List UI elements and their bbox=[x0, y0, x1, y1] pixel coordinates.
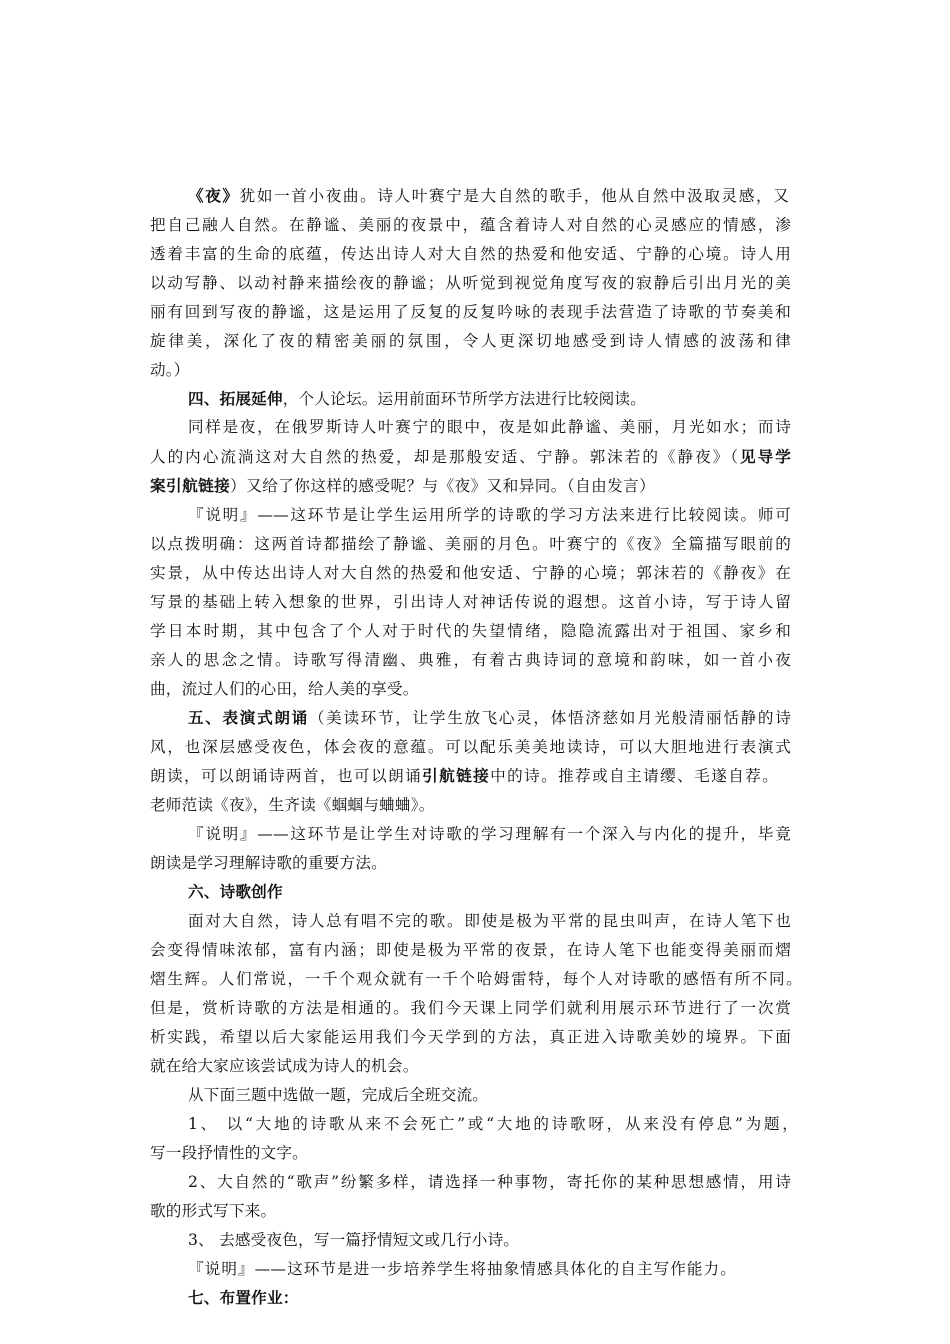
bold-text-segment: 四、拓展延伸 bbox=[188, 389, 283, 408]
text-segment: 旋律美，深化了夜的精密美丽的氛围，令人更深切地感受到诗人情感的波荡和律 bbox=[150, 332, 791, 350]
text-segment: 3、 去感受夜色，写一篇抒情短文或几行小诗。 bbox=[188, 1231, 520, 1249]
text-segment: 实景，从中传达出诗人对大自然的热爱和他安适、宁静的心境；郭沫若的《静夜》在 bbox=[150, 564, 791, 582]
text-line bbox=[188, 821, 791, 847]
bold-text-segment: 七、布置作业： bbox=[188, 1288, 299, 1307]
text-segment: ，个人论坛。运用前面环节所学方法进行比较阅读。 bbox=[282, 390, 647, 408]
text-line bbox=[188, 879, 282, 905]
text-line bbox=[188, 1256, 736, 1282]
text-line bbox=[150, 937, 791, 963]
text-line bbox=[188, 1111, 798, 1137]
bold-text-segment: 六、诗歌创作 bbox=[188, 882, 283, 901]
text-line bbox=[188, 1227, 562, 1253]
text-segment: 透着丰富的生命的底蕴，传达出诗人对大自然的热爱和他安适、宁静的心境。诗人用 bbox=[150, 245, 791, 263]
text-segment: 人的内心流淌这对大自然的热爱，却是那般安适、宁静。郭沫若的《静夜》（ bbox=[150, 448, 741, 466]
text-segment: 中的诗。推荐或自主请缨、毛遂自荐。 bbox=[490, 767, 779, 785]
text-segment: 把自己融人自然。在静谧、美丽的夜景中，蕴含着诗人对自然的心灵感应的情感，渗 bbox=[150, 216, 791, 234]
text-line bbox=[150, 1053, 448, 1079]
text-segment: 就在给大家应该尝试成为诗人的机会。 bbox=[150, 1057, 419, 1075]
text-segment: 以动写静、以动衬静来描绘夜的静谧；从听觉到视觉角度写夜的寂静后引出月光的美 bbox=[150, 274, 791, 292]
text-line bbox=[150, 966, 802, 992]
text-segment: 亲人的思念之情。诗歌写得清幽、典雅，有着古典诗词的意境和韵味，如一首小夜 bbox=[150, 651, 791, 669]
bold-text-segment: 见导学 bbox=[740, 447, 791, 466]
text-segment: 面对大自然，诗人总有唱不完的歌。即使是极为平常的昆虫叫声，在诗人笔下也 bbox=[188, 912, 791, 930]
text-line bbox=[150, 357, 200, 383]
text-line bbox=[150, 734, 791, 760]
text-segment: 会变得情味浓郁，富有内涵；即使是极为平常的夜景，在诗人笔下也能变得美丽而熠 bbox=[150, 941, 791, 959]
text-line bbox=[150, 531, 791, 557]
text-line bbox=[188, 705, 791, 731]
bold-text-segment: 引航链接 bbox=[422, 766, 491, 785]
text-line bbox=[188, 502, 791, 528]
text-segment: 风，也深层感受夜色，体会夜的意蕴。可以配乐美美地读诗，可以大胆地进行表演式 bbox=[150, 738, 791, 756]
text-line bbox=[150, 299, 791, 325]
text-segment: 但是，赏析诗歌的方法是相通的。我们今天课上同学们就利用展示环节进行了一次赏 bbox=[150, 999, 791, 1017]
bold-text-segment: 《夜》 bbox=[188, 186, 240, 205]
text-segment: 丽有回到写夜的静谧，这是运用了反复的反复吟咏的表现手法营造了诗歌的节奏美和 bbox=[150, 303, 791, 321]
text-line bbox=[150, 676, 450, 702]
text-line bbox=[188, 414, 791, 440]
text-line bbox=[150, 212, 791, 238]
text-line bbox=[150, 618, 791, 644]
text-segment: 写一段抒情性的文字。 bbox=[150, 1144, 308, 1162]
text-line bbox=[150, 473, 655, 499]
text-line bbox=[188, 1169, 791, 1195]
text-segment: 同样是夜，在俄罗斯诗人叶赛宁的眼中，夜是如此静谧、美丽，月光如水；而诗 bbox=[188, 418, 791, 436]
text-segment: 1、 以“大地的诗歌从来不会死亡”或“大地的诗歌呀，从来没有停息”为题， bbox=[188, 1115, 798, 1133]
text-segment: 写景的基础上转入想象的世界，引出诗人对神话传说的遐想。这首小诗，写于诗人留 bbox=[150, 593, 791, 611]
text-segment: （美读环节，让学生放飞心灵，体悟济慈如月光般清丽恬静的诗 bbox=[308, 709, 791, 727]
text-segment: 析实践，希望以后大家能运用我们今天学到的方法，真正进入诗歌美妙的境界。下面 bbox=[150, 1028, 791, 1046]
bold-text-segment: 五、表演式朗诵 bbox=[188, 708, 309, 727]
text-segment: 歌的形式写下来。 bbox=[150, 1202, 277, 1220]
text-segment: 老师范读《夜》，生齐读《蝈蝈与蛐蛐》。 bbox=[150, 796, 435, 814]
text-segment: 朗读，可以朗诵诗两首，也可以朗诵 bbox=[150, 767, 423, 785]
bold-text-segment: 案引航链接 bbox=[150, 476, 231, 495]
text-line bbox=[150, 560, 791, 586]
text-line bbox=[150, 850, 400, 876]
text-segment: 熠生辉。人们常说，一千个观众就有一千个哈姆雷特，每个人对诗歌的感悟有所不同。 bbox=[150, 970, 802, 988]
text-line bbox=[150, 763, 778, 789]
text-segment: 『说明』——这环节是让学生运用所学的诗歌的学习方法来进行比较阅读。师可 bbox=[188, 506, 791, 524]
text-segment: 从下面三题中选做一题，完成后全班交流。 bbox=[188, 1086, 489, 1104]
text-line bbox=[188, 908, 791, 934]
text-line bbox=[150, 270, 791, 296]
text-line bbox=[150, 995, 791, 1021]
text-line bbox=[150, 1198, 285, 1224]
text-line bbox=[150, 1024, 791, 1050]
text-segment: 『说明』——这环节是让学生对诗歌的学习理解有一个深入与内化的提升，毕竟 bbox=[188, 825, 791, 843]
text-segment: 朗读是学习理解诗歌的重要方法。 bbox=[150, 854, 387, 872]
text-line bbox=[150, 589, 791, 615]
text-segment: 动。） bbox=[150, 361, 190, 379]
text-line bbox=[150, 444, 791, 470]
text-line bbox=[150, 241, 791, 267]
text-segment: ）又给了你这样的感受呢？与《夜》又和异同。（自由发言） bbox=[230, 477, 655, 495]
text-segment: 曲，流过人们的心田，给人美的享受。 bbox=[150, 680, 419, 698]
text-segment: 犹如一首小夜曲。诗人叶赛宁是大自然的歌手，他从自然中汲取灵感，又 bbox=[239, 187, 789, 205]
text-line bbox=[150, 647, 791, 673]
text-line bbox=[150, 328, 791, 354]
text-line bbox=[188, 1285, 299, 1311]
text-segment: 2、大自然的“歌声”纷繁多样，请选择一种事物，寄托你的某种思想感情，用诗 bbox=[188, 1173, 791, 1191]
text-segment: 学日本时期，其中包含了个人对于时代的失望情绪，隐隐流露出对于祖国、家乡和 bbox=[150, 622, 791, 640]
text-line bbox=[188, 183, 789, 209]
text-segment: 以点拨明确：这两首诗都描绘了静谧、美丽的月色。叶赛宁的《夜》全篇描写眼前的 bbox=[150, 535, 791, 553]
text-line bbox=[150, 792, 468, 818]
text-line bbox=[188, 1082, 502, 1108]
text-segment: 『说明』——这环节是进一步培养学生将抽象情感具体化的自主写作能力。 bbox=[188, 1260, 736, 1278]
text-line bbox=[188, 386, 668, 412]
text-line bbox=[150, 1140, 315, 1166]
